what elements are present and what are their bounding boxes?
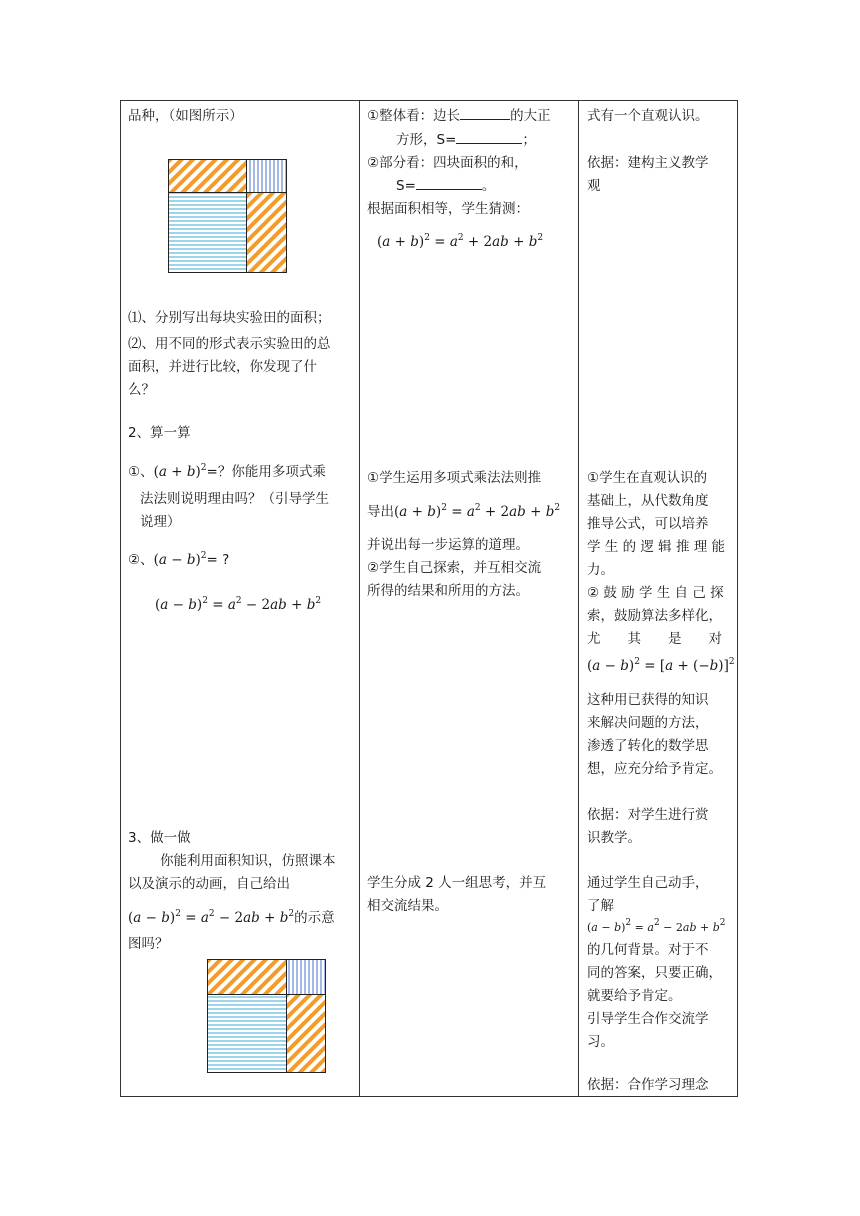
explore-line1: ②学生自己探索，并互相交流 — [367, 560, 542, 576]
explore-line2: 所得的结果和所用的方法。 — [367, 583, 529, 599]
formula-a-plus-b-squared: $(a + b)^2$ — [153, 463, 207, 480]
formula-a-minus-b-squared: $(a - b)^2$ — [153, 551, 207, 568]
point-3-line6: 引导学生合作交流学 — [587, 1011, 709, 1027]
section-3-heading: 3、做一做 — [128, 830, 191, 846]
group-line2: 相交流结果。 — [367, 898, 448, 914]
calc-1-line3: 说理） — [140, 514, 181, 530]
do-line3: $(a - b)^2 = a^2 - 2ab + b^2$的示意 — [128, 909, 335, 926]
area-diagram-2 — [207, 959, 327, 1073]
apply-line3: 并说出每一步运算的道理。 — [367, 537, 529, 553]
intuitive-text: 式有一个直观认识。 — [587, 108, 709, 124]
rect-bottom-left — [169, 193, 247, 273]
rect-top-left — [208, 960, 287, 995]
point-2-line1: ② 鼓 励 学 生 自 己 探 — [587, 585, 724, 601]
section-2-heading: 2、算一算 — [128, 425, 191, 441]
apply-line1: ①学生运用多项式乘法法则推 — [367, 470, 542, 486]
question-2-line3: 么？ — [128, 382, 155, 398]
formula-difference-expansion: $(a - b)^2 = a^2 - 2ab + b^2$ — [155, 596, 322, 613]
basis-2-line1: 依据：对学生进行赏 — [587, 807, 709, 823]
whole-view-line2: 方形，S= ； — [396, 132, 536, 148]
question-2-line2: 面积，并进行比较，你发现了什 — [128, 359, 317, 375]
point-3-line1: 通过学生自己动手， — [587, 875, 709, 891]
do-line2: 以及演示的动画，自己给出 — [128, 876, 290, 892]
part-view-line2: S= 。 — [396, 178, 496, 194]
point-2-line6: 渗透了转化的数学思 — [587, 738, 709, 754]
calc-2-line: ②、$(a - b)^2=$ ? — [128, 551, 230, 568]
do-line4: 图吗？ — [128, 936, 169, 952]
point-2-line4: 这种用已获得的知识 — [587, 692, 709, 708]
rect-top-right — [247, 160, 287, 193]
whole-view-line1: ①整体看：边长 的大正 — [367, 108, 551, 124]
point-3-line7: 习。 — [587, 1034, 614, 1050]
rect-bottom-right — [247, 193, 287, 273]
point-1-line1: ①学生在直观认识的 — [587, 470, 708, 486]
point-1-line5: 力。 — [587, 562, 614, 578]
point-2-line2: 索，鼓励算法多样化， — [587, 608, 722, 624]
rect-top-right — [287, 960, 326, 995]
point-3-line2: 了解 — [587, 898, 614, 914]
group-line1: 学生分成 2 人一组思考，并互 — [367, 875, 547, 891]
formula-small: $(a - b)^2 = a^2 - 2ab + b^2$ — [587, 918, 726, 934]
point-1-line3: 推导公式，可以培养 — [587, 516, 709, 532]
point-2-line7: 想，应充分给予肯定。 — [587, 761, 722, 777]
point-3-line3: 的几何背景。对于不 — [587, 942, 709, 958]
apply-line2: 导出$(a + b)^2 = a^2 + 2ab + b^2$ — [367, 503, 561, 520]
formula-rewrite: $(a - b)^2 = [a + (-b)]^2$ — [587, 657, 735, 674]
area-diagram-1 — [168, 159, 288, 273]
column-divider — [359, 101, 360, 1096]
point-2-line5: 来解决问题的方法， — [587, 715, 709, 731]
rect-bottom-right — [287, 995, 326, 1073]
guess-text: 根据面积相等，学生猜测： — [367, 201, 529, 217]
intro-text: 品种，（如图所示） — [128, 108, 243, 124]
point-2-line3: 尤 其 是 对 — [587, 631, 722, 647]
question-1: ⑴、分别写出每块实验田的面积； — [128, 310, 331, 326]
formula-sum-expansion: $(a + b)^2 = a^2 + 2ab + b^2$ — [377, 233, 544, 250]
calc-1-line1: ①、$(a + b)^2=$？你能用多项式乘 — [128, 463, 326, 480]
calc-1-line2: 法法则说明理由吗？（引导学生 — [140, 491, 329, 507]
do-line1: 你能利用面积知识，仿照课本 — [160, 853, 336, 869]
point-3-line5: 就要给予肯定。 — [587, 988, 682, 1004]
part-view-line1: ②部分看：四块面积的和， — [367, 155, 528, 171]
basis-1-line2: 观 — [587, 178, 601, 194]
basis-2-line2: 识教学。 — [587, 830, 641, 846]
point-1-line4: 学 生 的 逻 辑 推 理 能 — [587, 539, 726, 555]
column-divider — [578, 101, 579, 1096]
rect-top-left — [169, 160, 247, 193]
question-2-line1: ⑵、用不同的形式表示实验田的总 — [128, 336, 331, 352]
rect-bottom-left — [208, 995, 287, 1073]
point-1-line2: 基础上，从代数角度 — [587, 493, 709, 509]
point-3-line4: 同的答案，只要正确， — [587, 965, 722, 981]
basis-3: 依据：合作学习理念 — [587, 1077, 709, 1093]
basis-1-line1: 依据：建构主义教学 — [587, 155, 709, 171]
